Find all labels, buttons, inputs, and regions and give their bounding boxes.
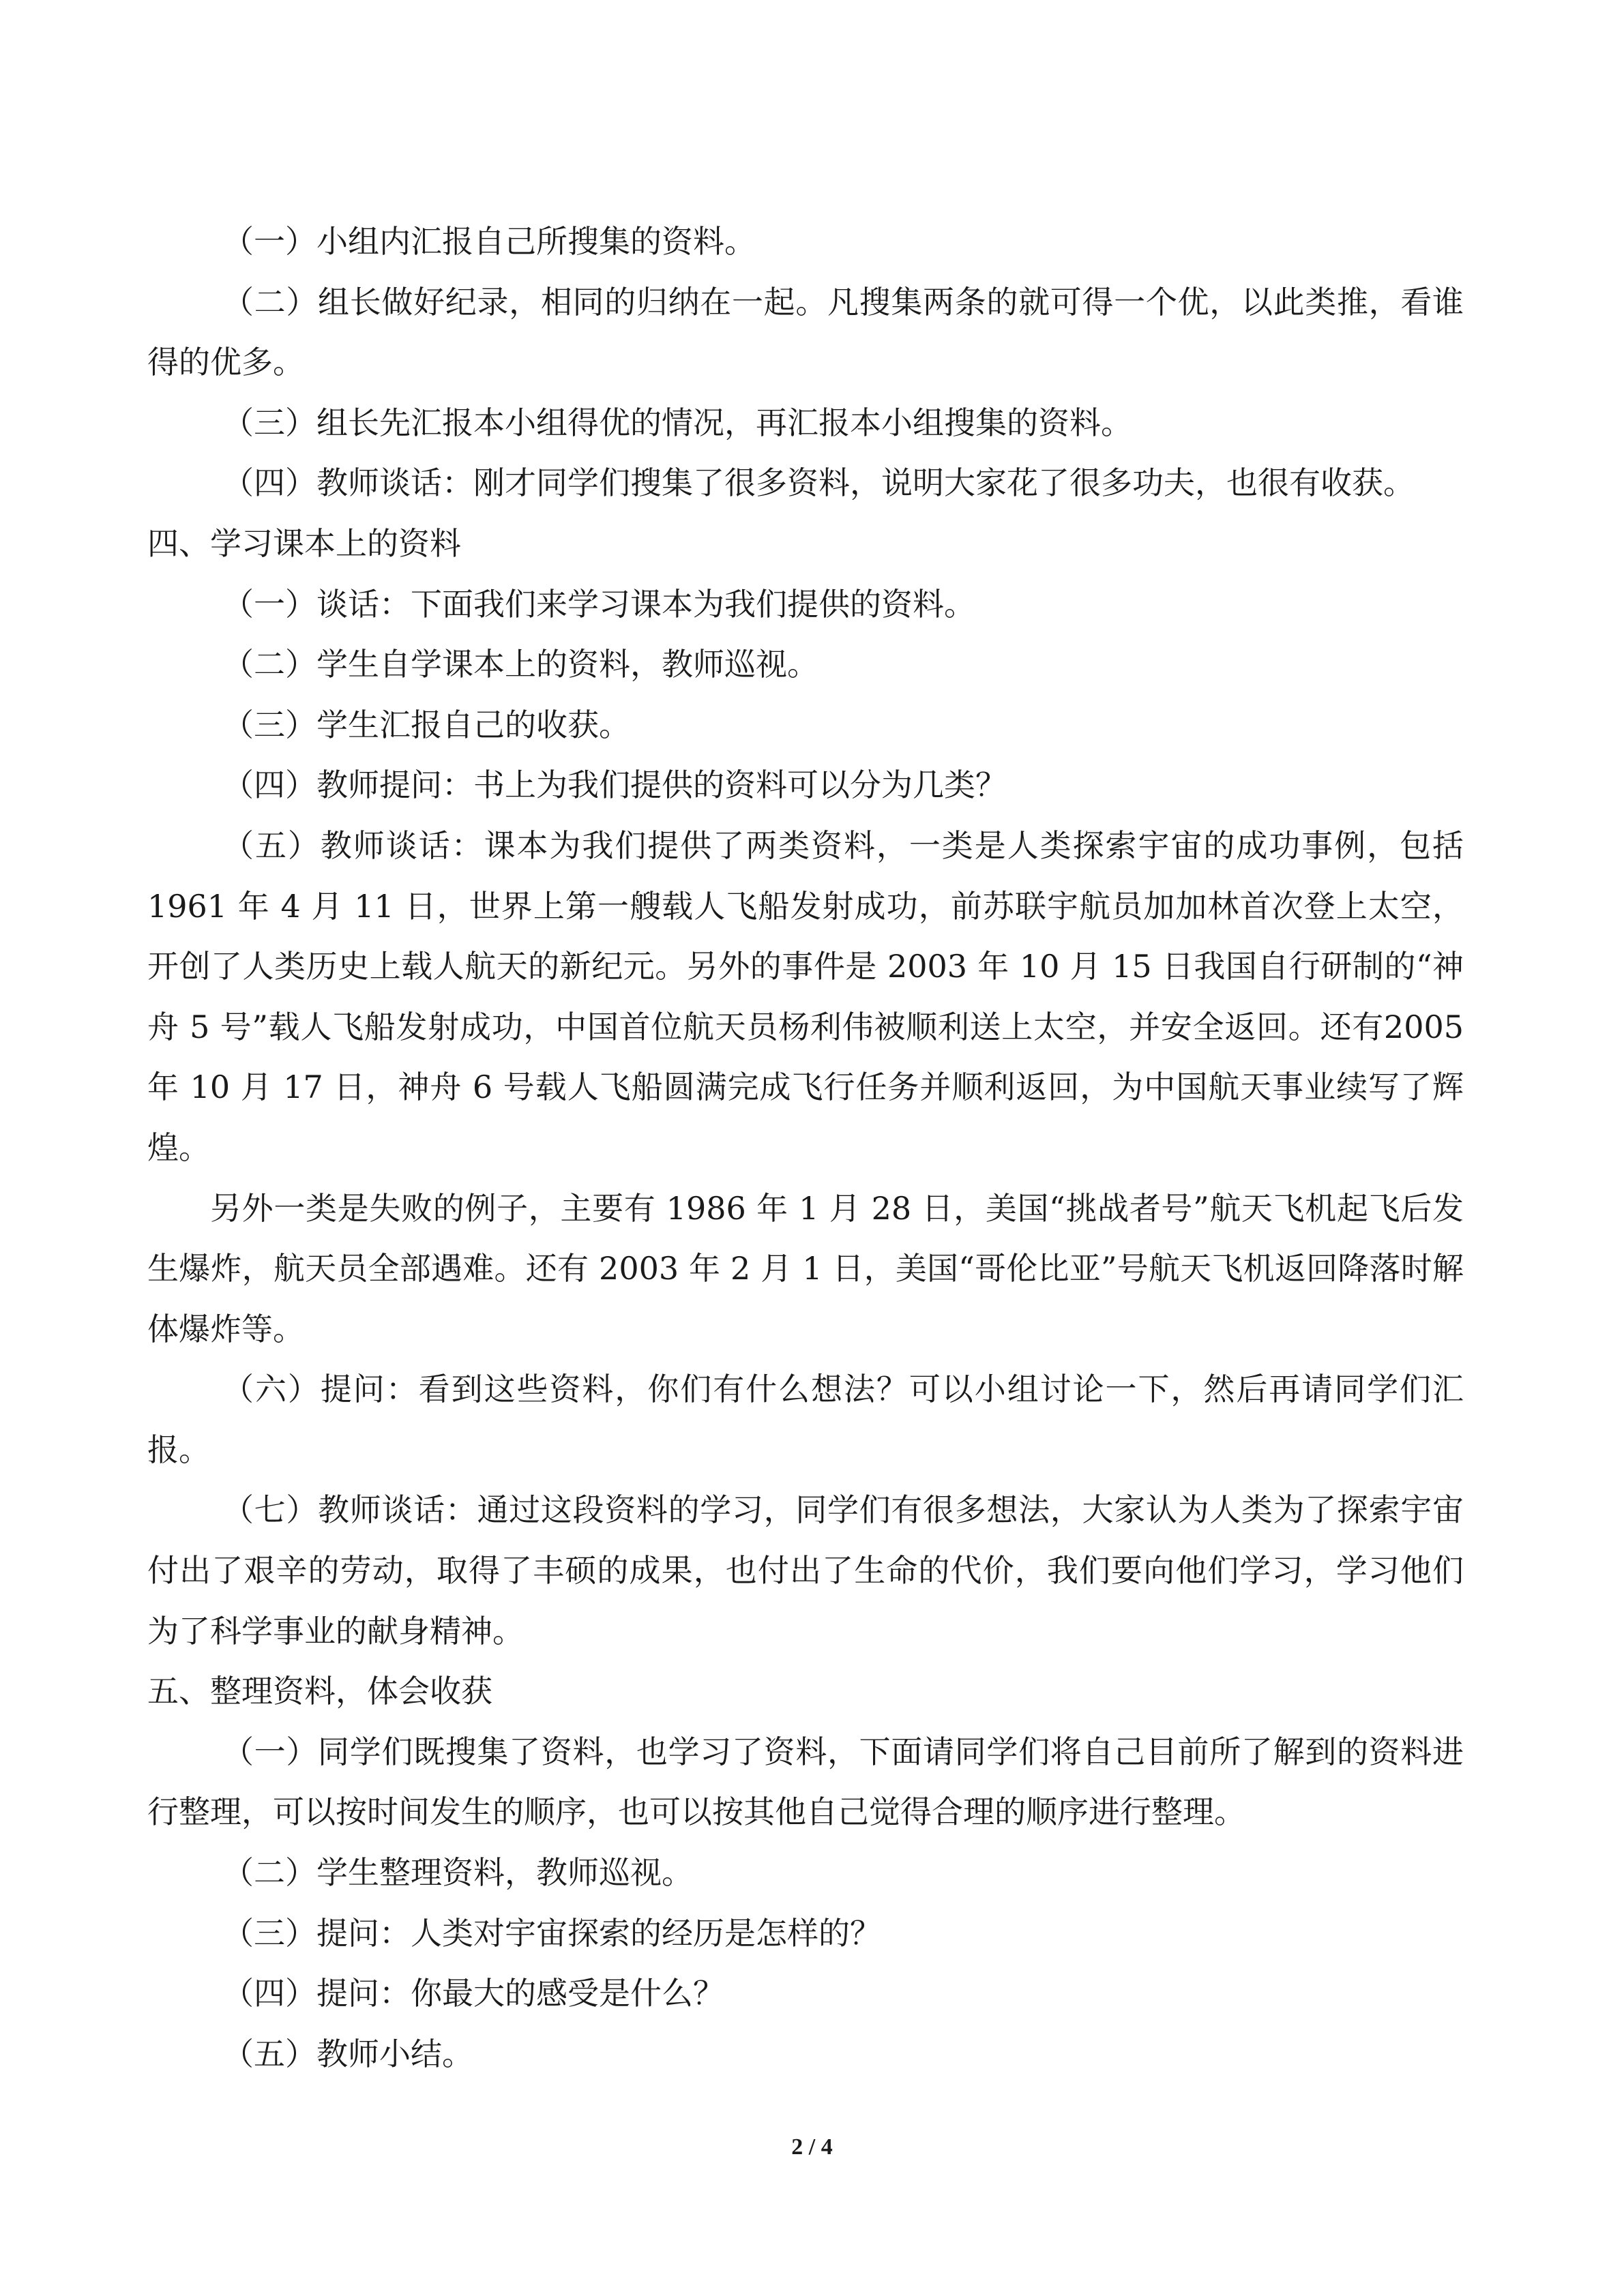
paragraph: （四）教师提问：书上为我们提供的资料可以分为几类？ bbox=[222, 766, 1007, 804]
page-number: 2 / 4 bbox=[791, 2134, 833, 2160]
section-heading: 五、整理资料，体会收获 bbox=[147, 1673, 492, 1710]
paragraph: （三）提问：人类对宇宙探索的经历是怎样的？ bbox=[222, 1914, 881, 1952]
paragraph: （一）同学们既搜集了资料，也学习了资料，下面请同学们将自己目前所了解到的资料进行整理，可以按时间发生的顺序，也可以按其他自己觉得合理的顺序进行整理。 bbox=[147, 1733, 1464, 1831]
paragraph: （一）谈话：下面我们来学习课本为我们提供的资料。 bbox=[222, 585, 975, 623]
document-body bbox=[147, 211, 1464, 2084]
paragraph: （三）组长先汇报本小组得优的情况，再汇报本小组搜集的资料。 bbox=[222, 404, 1132, 441]
paragraph: （三）学生汇报自己的收获。 bbox=[222, 706, 630, 743]
paragraph: （五）教师小结。 bbox=[222, 2035, 473, 2072]
paragraph: （二）组长做好纪录，相同的归纳在一起。凡搜集两条的就可得一个优，以此类推，看谁得的优多。 bbox=[147, 283, 1464, 381]
paragraph: （五）教师谈话：课本为我们提供了两类资料，一类是人类探索宇宙的成功事例，包括1961 年 4 月 11 日，世界上第一艘载人飞船发射成功，前苏联宇航员加加林首次登上太空，开创了人类历史上载人航天的新纪元。另外的事件是 2003 年 10 月 15 日我国自行研制的“神舟 5 号”载人飞船发射成功，中国首位航天员杨利伟被顺利送上太空，并安全返回。还有2005 年 10 月 17 日，神舟 6 号载人飞船圆满完成飞行任务并顺利返回，为中国航天事业续写了辉煌。 bbox=[147, 826, 1464, 1166]
section-heading: 四、学习课本上的资料 bbox=[147, 524, 461, 562]
paragraph: （七）教师谈话：通过这段资料的学习，同学们有很多想法，大家认为人类为了探索宇宙付出了艰辛的劳动，取得了丰硕的成果，也付出了生命的代价，我们要向他们学习，学习他们为了科学事业的献身精神。 bbox=[147, 1491, 1464, 1650]
paragraph: （一）小组内汇报自己所搜集的资料。 bbox=[222, 223, 756, 260]
paragraph: 另外一类是失败的例子，主要有 1986 年 1 月 28 日，美国“挑战者号”航天飞机起飞后发生爆炸，航天员全部遇难。还有 2003 年 2 月 1 日，美国“哥伦比亚”号航天飞机返回降落时解体爆炸等。 bbox=[147, 1189, 1464, 1347]
paragraph: （六）提问：看到这些资料，你们有什么想法？可以小组讨论一下，然后再请同学们汇报。 bbox=[147, 1371, 1464, 1468]
paragraph: （二）学生整理资料，教师巡视。 bbox=[222, 1854, 693, 1892]
paragraph: （四）教师谈话：刚才同学们搜集了很多资料，说明大家花了很多功夫，也很有收获。 bbox=[222, 464, 1415, 502]
paragraph: （二）学生自学课本上的资料，教师巡视。 bbox=[222, 646, 818, 683]
paragraph: （四）提问：你最大的感受是什么？ bbox=[222, 1975, 724, 2012]
